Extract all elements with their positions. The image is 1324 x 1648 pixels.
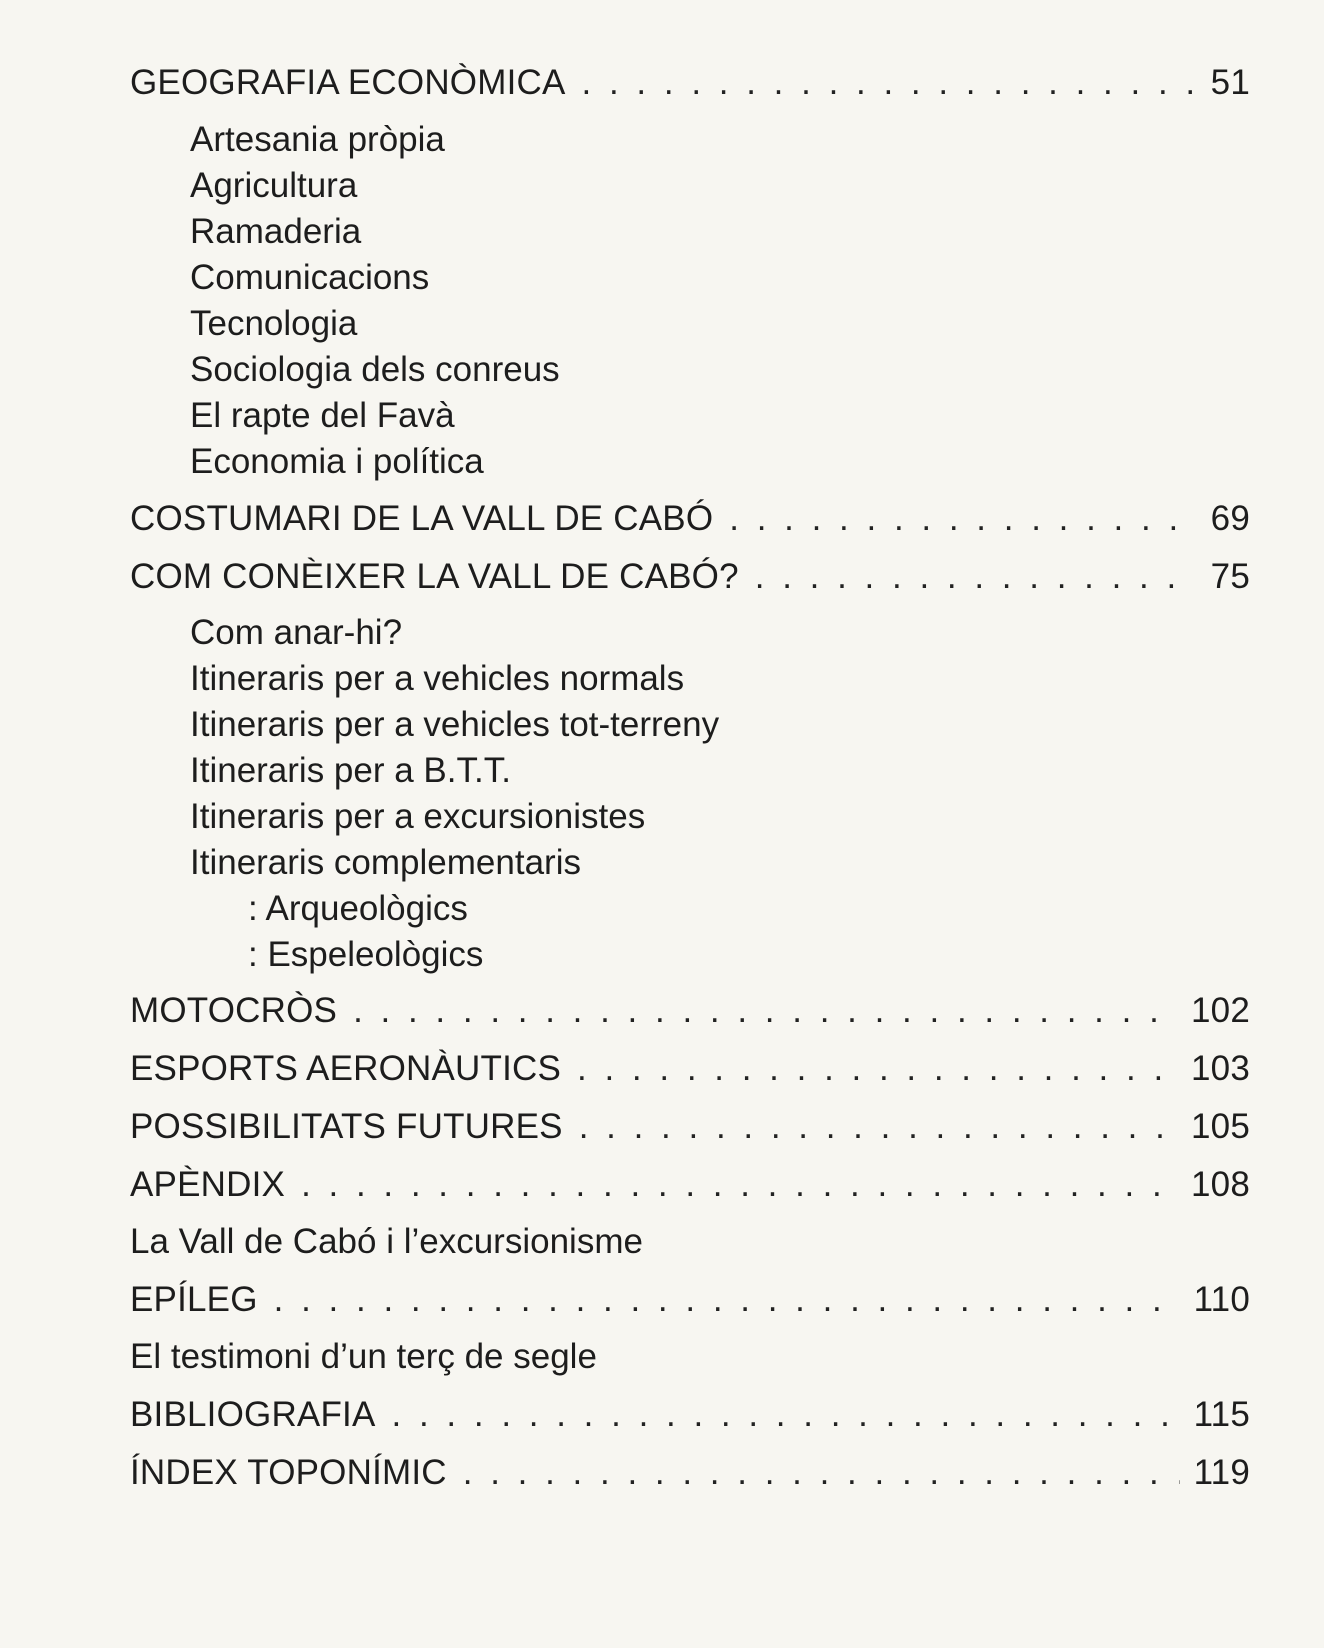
toc-entry-subtitle: La Vall de Cabó i l’excursionisme bbox=[130, 1222, 643, 1261]
dot-leader bbox=[301, 1162, 1177, 1208]
toc-entry-title: COSTUMARI DE LA VALL DE CABÓ bbox=[130, 499, 714, 538]
toc-subsubentry: : Arqueològics bbox=[248, 889, 468, 928]
dot-leader bbox=[579, 1104, 1177, 1150]
dot-leader bbox=[463, 1450, 1180, 1496]
toc-entry-esports bbox=[130, 1046, 1250, 1092]
toc-entry-epileg bbox=[130, 1277, 1250, 1323]
toc-entry-page: 119 bbox=[1193, 1453, 1250, 1492]
toc-subentry: Tecnologia bbox=[190, 304, 358, 343]
toc-entry-title: POSSIBILITATS FUTURES bbox=[130, 1107, 563, 1146]
dot-leader bbox=[353, 988, 1177, 1034]
toc-subentry: Itineraris per a vehicles tot-terreny bbox=[190, 705, 720, 744]
dot-leader bbox=[392, 1392, 1180, 1438]
toc-subentry: Itineraris per a excursionistes bbox=[190, 797, 646, 836]
toc-entry-page: 108 bbox=[1191, 1165, 1250, 1204]
toc-subentry: Sociologia dels conreus bbox=[190, 350, 560, 389]
toc-entry-title: ÍNDEX TOPONÍMIC bbox=[130, 1453, 447, 1492]
dot-leader bbox=[755, 554, 1196, 600]
dot-leader bbox=[274, 1277, 1180, 1323]
toc-entry-page: 102 bbox=[1191, 991, 1250, 1030]
toc-subentry: Economia i política bbox=[190, 442, 484, 481]
toc-entry-index bbox=[130, 1450, 1250, 1496]
toc-entry-title: MOTOCRÒS bbox=[130, 991, 338, 1030]
toc-subentry: Com anar-hi? bbox=[190, 613, 403, 652]
dot-leader bbox=[582, 60, 1196, 106]
toc-entry-title: BIBLIOGRAFIA bbox=[130, 1395, 376, 1434]
toc-entry-page: 115 bbox=[1193, 1395, 1250, 1434]
toc-entry-motocros bbox=[130, 988, 1250, 1034]
toc-entry-page: 75 bbox=[1210, 557, 1250, 596]
toc-entry-title: APÈNDIX bbox=[130, 1165, 286, 1204]
toc-subentry: Itineraris per a vehicles normals bbox=[190, 659, 685, 698]
toc-subsubentry: : Espeleològics bbox=[248, 935, 484, 974]
toc-subentry: Itineraris per a B.T.T. bbox=[190, 751, 511, 790]
dot-leader bbox=[577, 1046, 1177, 1092]
toc-entry-page: 69 bbox=[1210, 499, 1250, 538]
toc-entry-page: 51 bbox=[1210, 63, 1250, 102]
toc-subentry: Ramaderia bbox=[190, 212, 362, 251]
toc-entry-possibilitats bbox=[130, 1104, 1250, 1150]
toc-entry-apendix bbox=[130, 1162, 1250, 1208]
toc-entry-coneixer bbox=[130, 554, 1250, 600]
toc-entry-title: COM CONÈIXER LA VALL DE CABÓ? bbox=[130, 557, 739, 596]
toc-entry-bibliografia bbox=[130, 1392, 1250, 1438]
toc-entry-page: 110 bbox=[1193, 1280, 1250, 1319]
toc-subentry: Comunicacions bbox=[190, 258, 430, 297]
toc-subentry: Agricultura bbox=[190, 166, 358, 205]
toc-entry-geografia bbox=[130, 60, 1250, 106]
toc-entry-subtitle: El testimoni d’un terç de segle bbox=[130, 1337, 597, 1376]
toc-entry-page: 103 bbox=[1191, 1049, 1250, 1088]
toc-entry-title: ESPORTS AERONÀUTICS bbox=[130, 1049, 562, 1088]
toc-entry-page: 105 bbox=[1191, 1107, 1250, 1146]
toc-entry-title: GEOGRAFIA ECONÒMICA bbox=[130, 63, 566, 102]
toc-subentry: El rapte del Favà bbox=[190, 396, 455, 435]
toc-subentry: Itineraris complementaris bbox=[190, 843, 581, 882]
dot-leader bbox=[729, 496, 1196, 542]
toc-entry-title: EPÍLEG bbox=[130, 1280, 258, 1319]
toc-subentry: Artesania pròpia bbox=[190, 120, 445, 159]
toc-entry-costumari bbox=[130, 496, 1250, 542]
